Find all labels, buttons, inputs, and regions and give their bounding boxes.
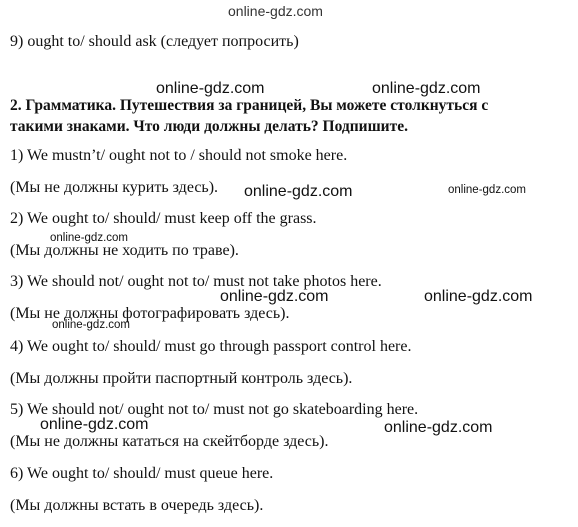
watermark-top: online-gdz.com xyxy=(228,3,323,19)
watermark: online-gdz.com xyxy=(156,80,265,97)
item-6-russian: (Мы должны встать в очередь здесь). xyxy=(10,497,264,514)
task-heading-line2: такими знаками. Что люди должны делать? Подпишите. xyxy=(10,118,408,135)
item-1-english: 1) We mustn’t/ ought not to / should not smoke here. xyxy=(10,147,348,164)
watermark: online-gdz.com xyxy=(40,416,149,433)
item-4-english: 4) We ought to/ should/ must go through passport control here. xyxy=(10,338,412,355)
item-3-russian: (Мы не должны фотографировать здесь). xyxy=(10,305,290,322)
task-heading-line1: 2. Грамматика. Путешествия за границей, Вы можете столкнуться с xyxy=(10,97,489,114)
watermark: online-gdz.com xyxy=(244,183,353,200)
item-4-russian: (Мы должны пройти паспортный контроль здесь). xyxy=(10,370,353,387)
item-3-english: 3) We should not/ ought not to/ must not take photos here. xyxy=(10,273,382,290)
item-2-english: 2) We ought to/ should/ must keep off the grass. xyxy=(10,210,317,227)
watermark: online-gdz.com xyxy=(372,80,481,97)
watermark: online-gdz.com xyxy=(220,288,329,305)
watermark: online-gdz.com xyxy=(50,232,128,244)
watermark: online-gdz.com xyxy=(384,419,493,436)
item-5-english: 5) We should not/ ought not to/ must not go skateboarding here. xyxy=(10,401,419,418)
item-2-russian: (Мы должны не ходить по траве). xyxy=(10,242,239,259)
item-1-russian: (Мы не должны курить здесь). xyxy=(10,179,219,196)
watermark: online-gdz.com xyxy=(448,184,526,196)
watermark: online-gdz.com xyxy=(52,319,130,331)
item-5-russian: (Мы не должны кататься на скейтборде здесь). xyxy=(10,433,329,450)
item-6-english: 6) We ought to/ should/ must queue here. xyxy=(10,465,274,482)
item-9-line: 9) ought to/ should ask (следует попросить) xyxy=(10,33,299,50)
watermark: online-gdz.com xyxy=(424,288,533,305)
